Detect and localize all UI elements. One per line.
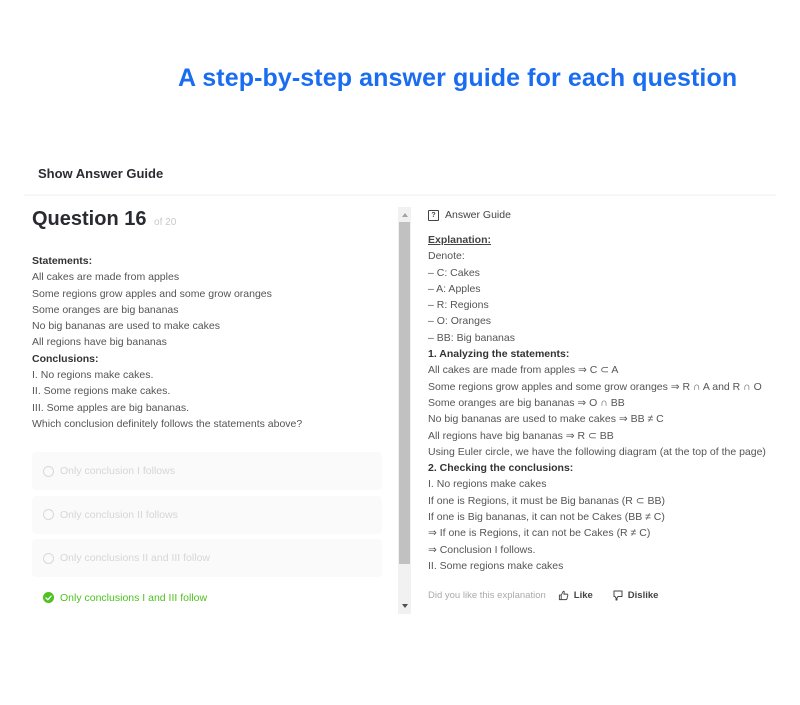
question-panel (32, 205, 397, 615)
step-1-line: Some oranges are big bananas ⇒ O ∩ BB (428, 396, 625, 409)
radio-icon (43, 553, 54, 564)
denote-item: – R: Regions (428, 299, 489, 312)
feedback-bar (428, 590, 658, 601)
like-button[interactable] (558, 590, 593, 601)
question-total: of 20 (154, 217, 177, 228)
option-2[interactable] (32, 496, 382, 534)
option-3[interactable] (32, 539, 382, 577)
statement: All regions have big bananas (32, 336, 167, 349)
question-number: Question 16 (32, 208, 147, 230)
show-answer-guide-header: Show Answer Guide (38, 166, 164, 181)
statements-label: Statements: (32, 255, 93, 267)
step-1-label: 1. Analyzing the statements: (428, 348, 570, 361)
scroll-down-arrow-icon[interactable] (398, 600, 411, 612)
dislike-flag-icon (613, 590, 623, 601)
option-4-correct[interactable] (32, 583, 382, 613)
radio-icon (43, 509, 54, 520)
step-1-line: All regions have big bananas ⇒ R ⊂ BB (428, 429, 614, 442)
denote-label: Denote: (428, 250, 465, 263)
answer-guide-title: Answer Guide (445, 209, 511, 221)
conclusions-label: Conclusions: (32, 352, 99, 365)
conclusion: III. Some apples are big bananas. (32, 401, 190, 414)
step-2-label: 2. Checking the conclusions: (428, 462, 574, 475)
dislike-label: Dislike (627, 590, 659, 601)
hero-title: A step-by-step answer guide for each question (178, 64, 738, 92)
option-1[interactable] (32, 452, 382, 490)
question-scrollbar[interactable] (398, 207, 411, 614)
step-1-line: Using Euler circle, we have the following diagram (at the top of the page) (428, 445, 766, 458)
check-circle-icon (43, 592, 54, 603)
statement: All cakes are made from apples (32, 271, 180, 284)
step-2-line: If one is Regions, it must be Big bananas (R ⊂ BB) (428, 494, 665, 507)
thumbs-up-icon (558, 590, 569, 601)
step-1-line: All cakes are made from apples ⇒ C ⊂ A (428, 364, 619, 377)
option-label: Only conclusions I and III follow (60, 591, 208, 604)
explanation-body[interactable] (428, 232, 776, 584)
step-2-line: II. Some regions make cakes (428, 559, 564, 572)
step-2-line: If one is Big bananas, it can not be Cakes (BB ≠ C) (428, 511, 665, 524)
statement: Some oranges are big bananas (32, 303, 179, 316)
question-box-icon: ? (428, 210, 439, 221)
denote-item: – C: Cakes (428, 266, 480, 279)
scroll-thumb[interactable] (399, 222, 410, 564)
answer-options (32, 452, 382, 613)
divider (24, 194, 776, 196)
scroll-up-arrow-icon[interactable] (398, 209, 411, 221)
denote-item: – BB: Big bananas (428, 331, 515, 344)
like-label: Like (573, 590, 593, 601)
question-body (32, 253, 382, 432)
step-1-line: No big bananas are used to make cakes ⇒ BB ≠ C (428, 413, 664, 426)
conclusion: I. No regions make cakes. (32, 369, 154, 382)
option-label: Only conclusion I follows (60, 465, 175, 477)
statement: No big bananas are used to make cakes (32, 320, 220, 333)
explanation-label: Explanation: (428, 234, 492, 246)
question-prompt: Which conclusion definitely follows the statements above? (32, 417, 303, 430)
step-2-line: ⇒ If one is Regions, it can not be Cakes (R ≠ C) (428, 527, 651, 540)
answer-guide-header (428, 209, 511, 221)
question-title (32, 208, 176, 231)
dislike-button[interactable] (613, 590, 659, 601)
option-label: Only conclusions II and III follow (60, 552, 210, 564)
step-2-line: ⇒ Conclusion I follows. (428, 543, 536, 556)
step-1-line: Some regions grow apples and some grow oranges ⇒ R ∩ A and R ∩ O (428, 380, 762, 393)
step-2-line: I. No regions make cakes (428, 478, 547, 491)
conclusion: II. Some regions make cakes. (32, 385, 171, 398)
denote-item: – O: Oranges (428, 315, 492, 328)
statement: Some regions grow apples and some grow oranges (32, 287, 272, 300)
answer-guide-panel (428, 205, 778, 615)
option-label: Only conclusion II follows (60, 508, 178, 521)
feedback-prompt: Did you like this explanation (428, 590, 546, 601)
denote-item: – A: Apples (428, 282, 481, 295)
radio-icon (43, 466, 54, 477)
